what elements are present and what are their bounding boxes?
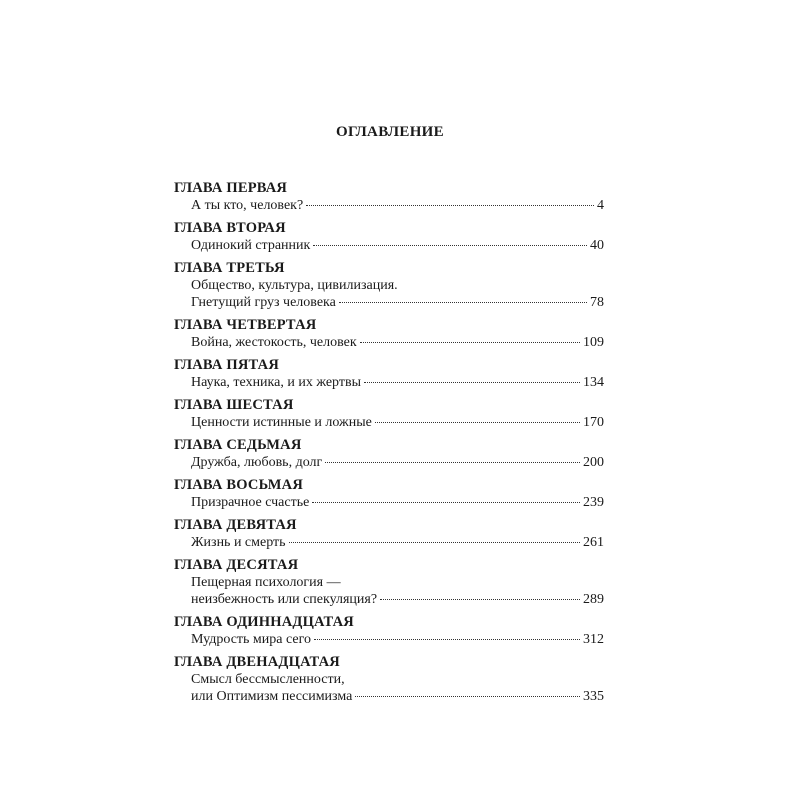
chapter-title-text: Мудрость мира сего [191,632,311,647]
page-number: 261 [583,535,604,550]
dot-leader [289,542,580,543]
chapter-title-line [174,294,604,311]
chapter-title-line [174,454,604,471]
toc-chapter [174,220,604,254]
page-number: 289 [583,592,604,607]
chapter-heading: ГЛАВА ЧЕТВЕРТАЯ [174,317,317,333]
page-number: 78 [590,295,604,310]
toc-chapter [174,180,604,214]
dot-leader [364,382,580,383]
dot-leader [306,205,594,206]
chapter-heading: ГЛАВА ПЕРВАЯ [174,180,288,196]
chapter-heading: ГЛАВА ШЕСТАЯ [174,397,294,413]
chapter-title-line [174,688,604,705]
dot-leader [355,696,580,697]
dot-leader [360,342,580,343]
chapter-title-line [174,277,604,294]
table-of-contents [174,180,604,705]
page-number: 4 [597,198,604,213]
toc-chapter [174,317,604,351]
chapter-title-text: Смысл бессмысленности, [191,672,345,687]
chapter-title-text: Ценности истинные и ложные [191,415,372,430]
chapter-heading: ГЛАВА ОДИННАДЦАТАЯ [174,614,354,630]
chapter-title-text: Дружба, любовь, долг [191,455,323,470]
page-number: 200 [583,455,604,470]
dot-leader [325,462,580,463]
chapter-title-text: Пещерная психология — [191,575,341,590]
chapter-heading: ГЛАВА ПЯТАЯ [174,357,280,373]
chapter-title-line [174,414,604,431]
dot-leader [339,302,587,303]
dot-leader [312,502,580,503]
page-number: 335 [583,689,604,704]
chapter-title-line [174,631,604,648]
dot-leader [380,599,580,600]
page-number: 134 [583,375,604,390]
toc-chapter [174,397,604,431]
page-number: 109 [583,335,604,350]
toc-chapter [174,477,604,511]
chapter-title-line [174,534,604,551]
chapter-title-line [174,374,604,391]
chapter-title-text: А ты кто, человек? [191,198,304,213]
chapter-title-line [174,237,604,254]
toc-chapter [174,517,604,551]
chapter-heading: ГЛАВА ДВЕНАДЦАТАЯ [174,654,340,670]
chapter-title-line [174,591,604,608]
chapter-title-text: Призрачное счастье [191,495,310,510]
chapter-heading: ГЛАВА ТРЕТЬЯ [174,260,285,276]
page-number: 170 [583,415,604,430]
toc-title: ОГЛАВЛЕНИЕ [336,124,444,140]
chapter-title-text: Жизнь и смерть [191,535,286,550]
chapter-heading: ГЛАВА ДЕСЯТАЯ [174,557,299,573]
chapter-heading: ГЛАВА ВТОРАЯ [174,220,286,236]
toc-chapter [174,437,604,471]
chapter-title-line [174,671,604,688]
chapter-title-line [174,334,604,351]
dot-leader [313,245,587,246]
chapter-title-text: Война, жестокость, человек [191,335,357,350]
chapter-heading: ГЛАВА ВОСЬМАЯ [174,477,304,493]
toc-chapter [174,260,604,311]
chapter-title-text: Гнетущий груз человека [191,295,336,310]
chapter-heading: ГЛАВА ДЕВЯТАЯ [174,517,297,533]
toc-chapter [174,654,604,705]
dot-leader [375,422,580,423]
chapter-heading: ГЛАВА СЕДЬМАЯ [174,437,302,453]
toc-chapter [174,357,604,391]
chapter-title-text: неизбежность или спекуляция? [191,592,378,607]
chapter-title-text: Одинокий странник [191,238,311,253]
chapter-title-text: или Оптимизм пессимизма [191,689,353,704]
chapter-title-line [174,197,604,214]
chapter-title-text: Наука, техника, и их жертвы [191,375,361,390]
chapter-title-line [174,494,604,511]
chapter-title-text: Общество, культура, цивилизация. [191,278,398,293]
page-number: 239 [583,495,604,510]
toc-chapter [174,614,604,648]
page-number: 312 [583,632,604,647]
page-number: 40 [590,238,604,253]
dot-leader [314,639,580,640]
toc-chapter [174,557,604,608]
chapter-title-line [174,574,604,591]
